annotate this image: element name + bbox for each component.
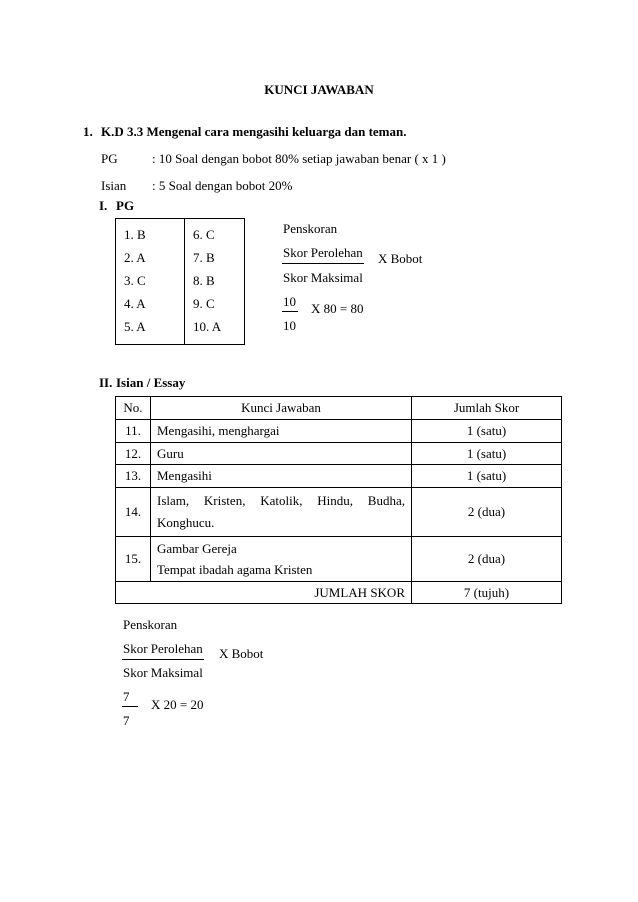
pg-answer: 10. A xyxy=(193,319,222,334)
pg-description: : 10 Soal dengan bobot 80% setiap jawaban benar ( x 1 ) xyxy=(152,151,446,166)
row-answer xyxy=(151,488,412,537)
row-answer-line: Islam, Kristen, Katolik, Hindu, Budha, xyxy=(157,493,405,508)
essay-scoring-title: Penskoran xyxy=(123,617,178,632)
row-score: 2 (dua) xyxy=(412,537,562,582)
pg-numerator-value: 10 xyxy=(283,294,296,309)
pg-heading-number: I. xyxy=(99,198,108,213)
pg-fraction-bar xyxy=(282,263,364,264)
pg-scoring-title: Penskoran xyxy=(283,221,338,236)
row-answer: Guru xyxy=(151,443,412,465)
row-answer-line: Konghucu. xyxy=(157,515,215,530)
row-answer: Mengasihi, menghargai xyxy=(151,420,412,443)
pg-answer: 6. C xyxy=(193,227,215,242)
row-score: 1 (satu) xyxy=(412,420,562,443)
row-answer-line: Gambar Gereja xyxy=(157,541,237,556)
pg-score-denominator-label: Skor Maksimal xyxy=(283,270,363,285)
pg-label: PG xyxy=(101,151,118,166)
pg-answer: 1. B xyxy=(124,227,146,242)
pg-answer: 9. C xyxy=(193,296,215,311)
row-score: 1 (satu) xyxy=(412,465,562,488)
essay-heading-number: II. xyxy=(99,375,113,390)
pg-answer: 2. A xyxy=(124,250,146,265)
pg-bobot-label: X Bobot xyxy=(378,251,423,266)
pg-answer: 4. A xyxy=(124,296,146,311)
essay-denominator-value: 7 xyxy=(123,713,130,728)
section-heading: K.D 3.3 Mengenal cara mengasihi keluarga dan teman. xyxy=(101,124,407,139)
row-number: 14. xyxy=(116,488,151,537)
row-answer xyxy=(151,537,412,582)
pg-answer-table xyxy=(115,218,245,345)
pg-answer: 7. B xyxy=(193,250,215,265)
isian-description: : 5 Soal dengan bobot 20% xyxy=(152,178,293,193)
essay-score-numerator-label: Skor Perolehan xyxy=(123,641,203,656)
row-answer-line: Tempat ibadah agama Kristen xyxy=(157,562,313,577)
essay-answer-table xyxy=(115,396,562,604)
table-row xyxy=(116,465,562,488)
column-header-no: No. xyxy=(116,397,151,420)
isian-label: Isian xyxy=(101,178,127,193)
essay-fraction-bar xyxy=(122,659,204,660)
row-score: 1 (satu) xyxy=(412,443,562,465)
essay-score-denominator-label: Skor Maksimal xyxy=(123,665,203,680)
pg-heading: PG xyxy=(116,198,135,213)
row-number: 12. xyxy=(116,443,151,465)
pg-answer: 5. A xyxy=(124,319,146,334)
total-label: JUMLAH SKOR xyxy=(116,582,412,604)
table-row xyxy=(116,537,562,582)
row-number: 15. xyxy=(116,537,151,582)
pg-answer-column-2 xyxy=(185,219,245,345)
essay-calculation: X 20 = 20 xyxy=(151,697,204,712)
essay-bobot-label: X Bobot xyxy=(219,646,264,661)
essay-value-fraction-bar xyxy=(122,706,138,707)
pg-score-numerator-label: Skor Perolehan xyxy=(283,245,363,260)
table-row xyxy=(116,488,562,537)
total-value: 7 (tujuh) xyxy=(412,582,562,604)
row-number: 11. xyxy=(116,420,151,443)
essay-heading: Isian / Essay xyxy=(116,375,186,390)
pg-answer: 8. B xyxy=(193,273,215,288)
pg-value-fraction-bar xyxy=(282,311,298,312)
table-header-row xyxy=(116,397,562,420)
column-header-kunci: Kunci Jawaban xyxy=(151,397,412,420)
row-answer: Mengasihi xyxy=(151,465,412,488)
table-row xyxy=(116,443,562,465)
essay-numerator-value: 7 xyxy=(123,689,130,704)
page-title: KUNCI JAWABAN xyxy=(264,82,374,97)
row-score: 2 (dua) xyxy=(412,488,562,537)
pg-answer-column-1 xyxy=(116,219,185,345)
pg-denominator-value: 10 xyxy=(283,318,296,333)
pg-calculation: X 80 = 80 xyxy=(311,301,364,316)
column-header-skor: Jumlah Skor xyxy=(412,397,562,420)
total-row xyxy=(116,582,562,604)
pg-answer: 3. C xyxy=(124,273,146,288)
table-row xyxy=(116,420,562,443)
section-number: 1. xyxy=(83,124,93,139)
row-number: 13. xyxy=(116,465,151,488)
